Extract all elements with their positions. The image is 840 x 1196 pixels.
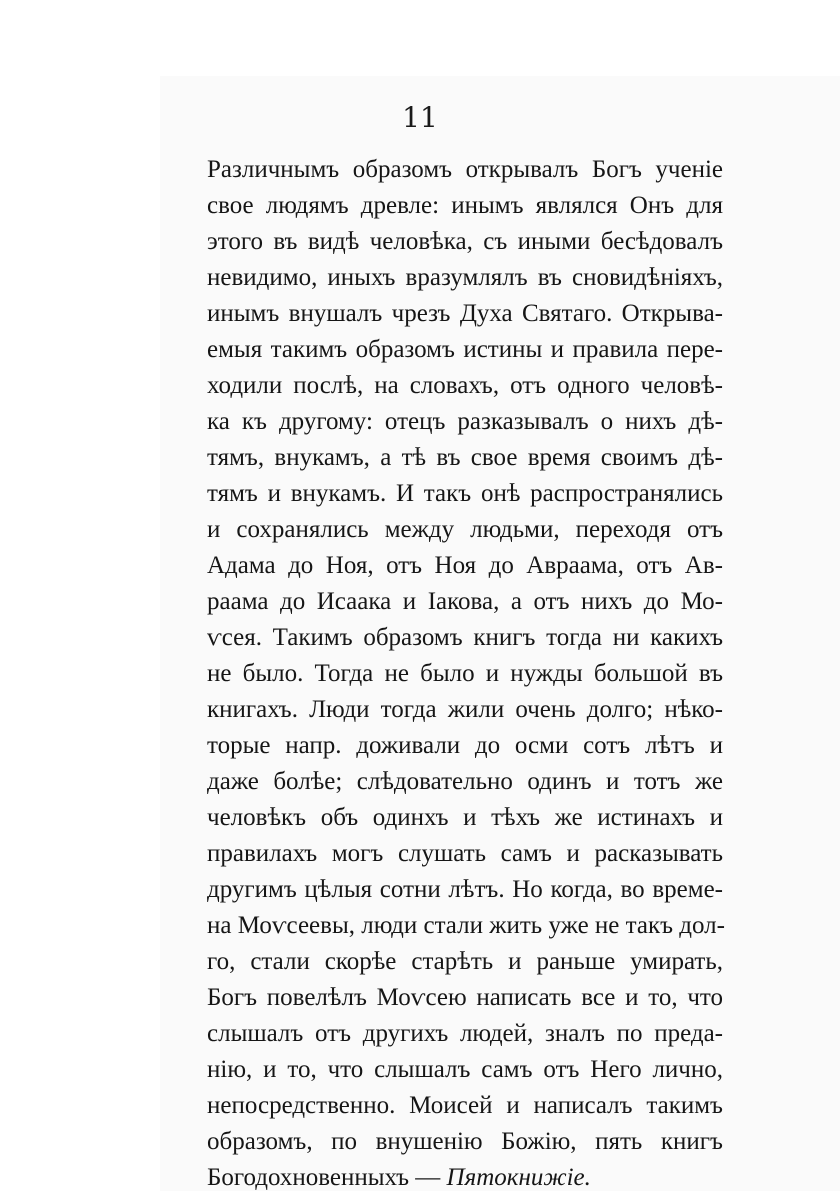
- body-text: [207, 152, 723, 1196]
- text-line: тямъ и внукамъ. И такъ онѣ распространялись: [207, 480, 723, 507]
- text-line: слышалъ отъ другихъ людей, зналъ по преда-: [207, 1020, 723, 1047]
- text-line: и сохранялись между людьми, переходя отъ: [207, 516, 723, 543]
- text-line: этого въ видѣ человѣка, съ иными бесѣдовалъ: [207, 228, 723, 255]
- text-line: Различнымъ образомъ открывалъ Богъ ученіе: [207, 156, 723, 183]
- text-line: тямъ, внукамъ, а тѣ въ свое время своимъ дѣ-: [207, 444, 723, 471]
- text-line: другимъ цѣлыя сотни лѣтъ. Но когда, во време-: [207, 876, 723, 903]
- pentateuch-emphasis: Пятокнижіе.: [446, 1164, 591, 1191]
- text-line: нію, и то, что слышалъ самъ отъ Него лично,: [207, 1056, 723, 1083]
- text-line: на Моѵсеевы, люди стали жить уже не такъ дол-: [207, 912, 725, 939]
- text-line: даже болѣе; слѣдовательно одинъ и тотъ же: [207, 768, 723, 795]
- text-line: правилахъ могъ слушать самъ и расказывать: [207, 840, 723, 867]
- text-line: го, стали скорѣе старѣть и раньше умирать,: [207, 948, 723, 975]
- page-number: 11: [402, 101, 438, 134]
- text-line: Богъ повелѣлъ Моѵсею написать все и то, что: [207, 984, 723, 1011]
- text-line: емыя такимъ образомъ истины и правила пере-: [207, 336, 723, 363]
- last-line-text: Богодохновенныхъ —: [207, 1164, 447, 1191]
- text-line: образомъ, по внушенію Божію, пять книгъ: [207, 1128, 723, 1155]
- text-line: непосредственно. Моисей и написалъ такимъ: [207, 1092, 723, 1119]
- text-line: Адама до Ноя, отъ Ноя до Авраама, отъ Ав-: [207, 552, 723, 579]
- text-line: не было. Тогда не было и нужды большой въ: [207, 660, 723, 687]
- text-line: человѣкъ объ одинхъ и тѣхъ же истинахъ и: [207, 804, 723, 831]
- text-line: ка къ другому: отецъ разказывалъ о нихъ дѣ-: [207, 408, 723, 435]
- text-line: свое людямъ древле: инымъ являлся Онъ для: [207, 192, 723, 219]
- text-line: книгахъ. Люди тогда жили очень долго; нѣко-: [207, 696, 723, 723]
- text-line: инымъ внушалъ чрезъ Духа Святаго. Открыва-: [207, 300, 723, 327]
- text-line: невидимо, иныхъ вразумлялъ въ сновидѣніяхъ,: [207, 264, 723, 291]
- text-line: раама до Исаака и Іакова, а отъ нихъ до Мо-: [207, 588, 723, 615]
- text-line: ходили послѣ, на словахъ, отъ одного человѣ-: [207, 372, 723, 399]
- text-line: ѵсея. Такимъ образомъ книгъ тогда ни какихъ: [207, 624, 723, 651]
- text-line: торые напр. доживали до осми сотъ лѣтъ и: [207, 732, 723, 759]
